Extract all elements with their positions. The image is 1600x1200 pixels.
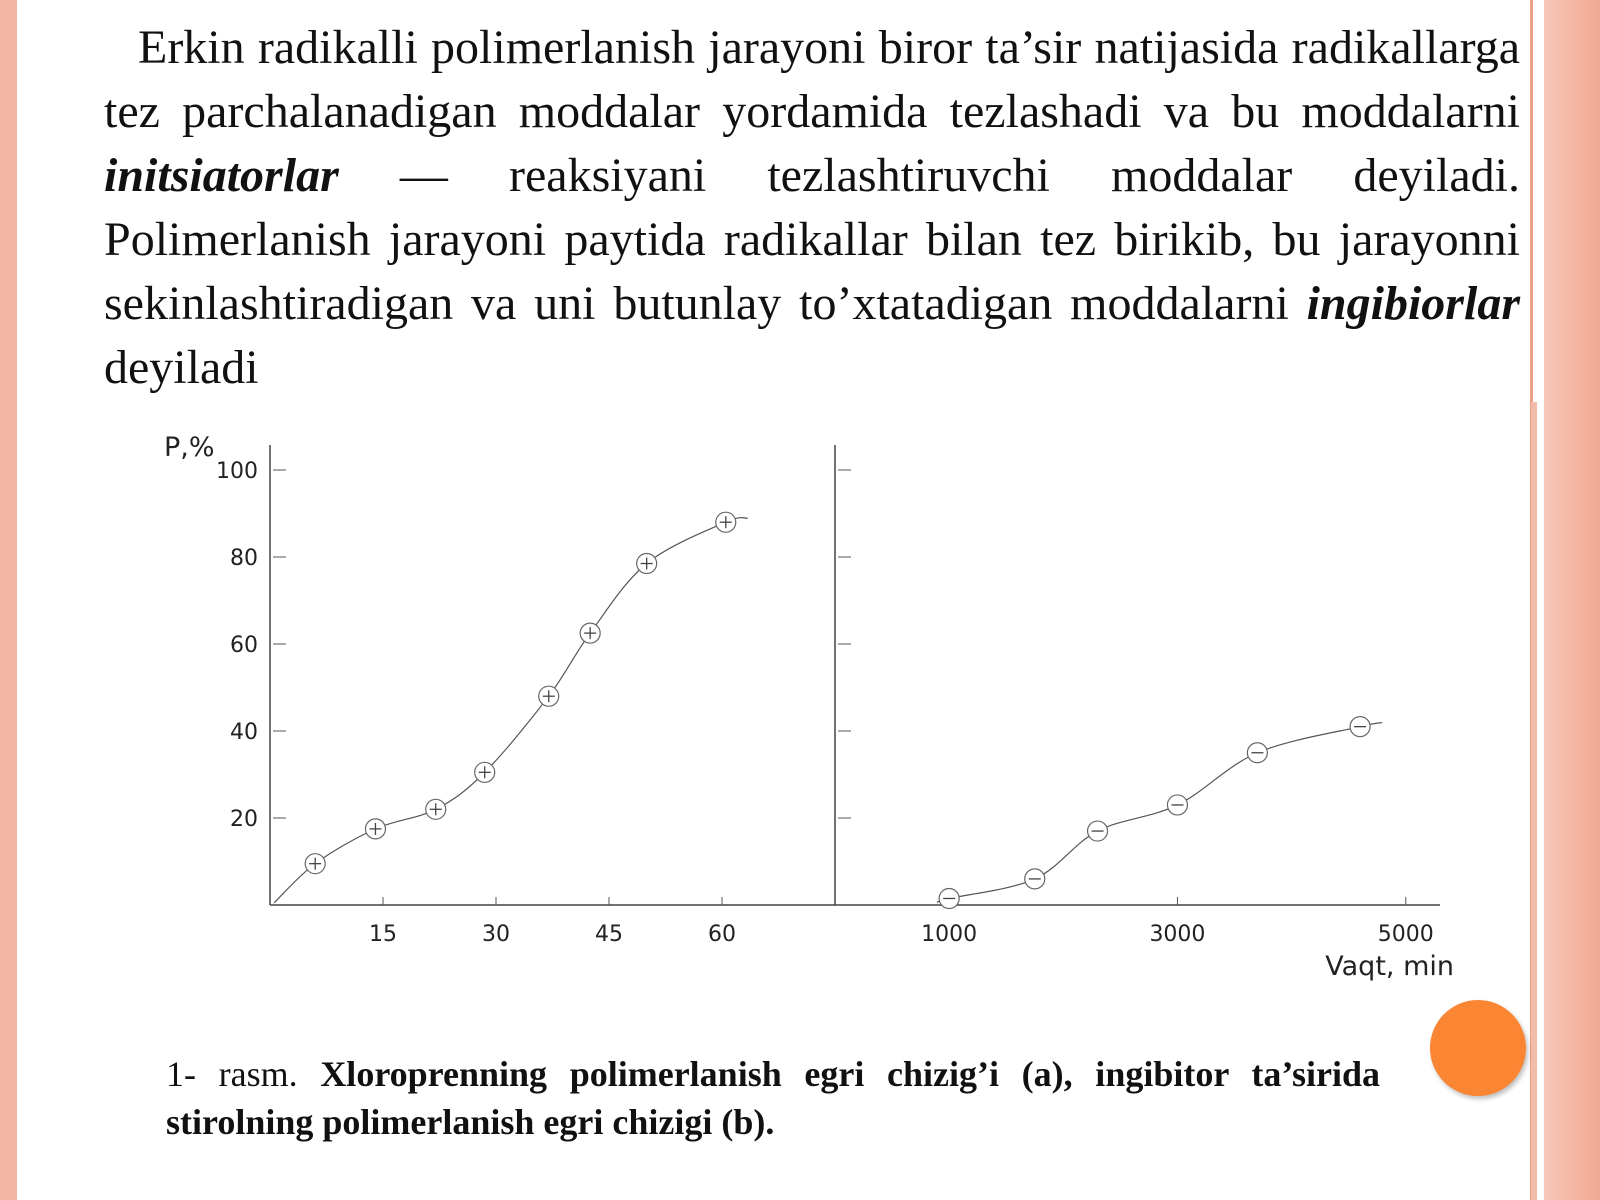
polymerization-charts [150,430,1490,1010]
x-tick-label: 45 [595,922,623,947]
x-tick-label: 3000 [1149,922,1206,947]
term-ingibiorlar: ingibiorlar [1306,277,1520,330]
y-tick-label: 80 [230,546,258,571]
x-tick-label: 30 [482,922,510,947]
figure-caption [166,1050,1380,1146]
y-tick-label: 60 [230,633,258,658]
chart-svg [150,430,1490,1010]
paragraph-part-3: deyiladi [104,341,259,394]
x-tick-label: 1000 [921,922,978,947]
y-tick-label: 20 [230,807,258,832]
term-initsiatorlar: initsiatorlar [104,149,339,202]
paragraph-part-2: — reaksiyani tezlashtiruvchi moddalar deyiladi. Polimerlanish jarayoni paytida radikallar bilan tez birikib, bu jarayonni sekinlashtiradigan va uni butunlay to’xtatadigan moddalarni [104,149,1520,330]
y-tick-label: 40 [230,720,258,745]
left-decor-band [0,0,17,1200]
caption-text: Xloroprenning polimerlanish egri chizig’i (a), ingibitor ta’sirida stirolning polimerlanish egri chizigi (b). [166,1054,1380,1142]
right-inner-decor-line [1531,402,1537,1200]
x-tick-label: 5000 [1377,922,1434,947]
caption-prefix: 1- rasm. [166,1054,321,1094]
x-tick-label: 15 [369,922,397,947]
x-axis-label: Vaqt, min [1325,951,1454,982]
series-line [937,723,1382,903]
y-tick-label: 100 [216,459,258,484]
right-decor-band [1544,0,1600,1200]
paragraph-part-1: Erkin radikalli polimerlanish jarayoni biror ta’sir natijasida radikallarga tez parchalanadigan moddalar yordamida tezlashadi va bu moddalarni [104,21,1520,138]
body-paragraph [104,16,1520,400]
x-tick-label: 60 [708,922,736,947]
y-axis-label: P,% [164,432,215,463]
orange-circle-decor [1430,1000,1526,1096]
series-line [274,518,748,903]
